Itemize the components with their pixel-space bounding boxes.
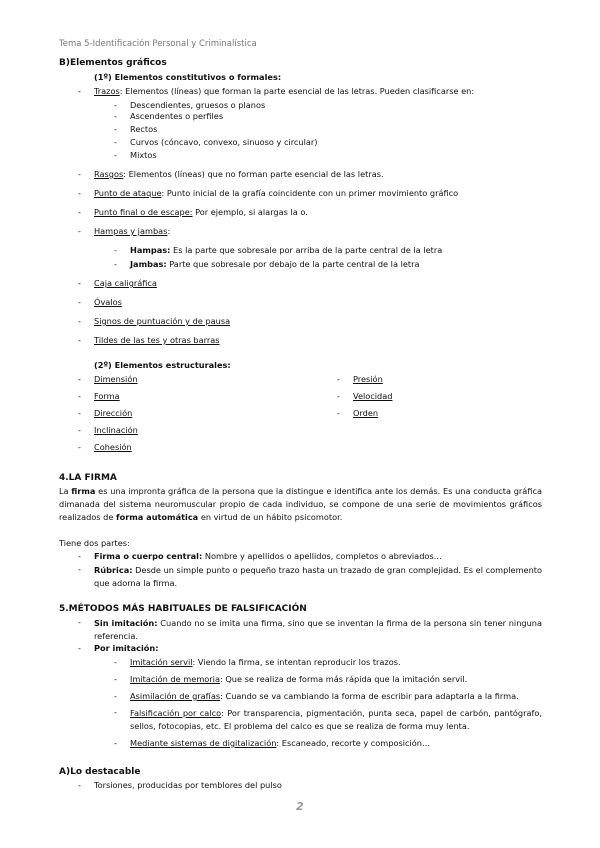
caja-item: Caja caligráfica [94, 278, 157, 288]
bullet-dash: - [78, 617, 81, 627]
sub-label: Mediante sistemas de digitalización [130, 738, 277, 748]
hampas-colon: : [167, 226, 171, 236]
rasgos-text: : Elementos (líneas) que no forman parte esencial de las letras. [123, 169, 384, 179]
bullet-dash: - [78, 551, 81, 561]
sub-text: : Viendo la firma, se intentan reproducir los trazos. [192, 657, 401, 667]
bullet-dash: - [114, 691, 117, 701]
final-item [94, 207, 308, 217]
jambas-text: Parte que sobresale por debajo de la parte central de la letra [166, 259, 420, 269]
trazos-subitem: Curvos (cóncavo, convexo, sinuoso y circular) [130, 137, 318, 147]
est-left-item: Forma [94, 391, 120, 401]
bullet-dash: - [78, 316, 81, 326]
section-b-title: B)Elementos gráficos [59, 58, 167, 68]
sub-label: Imitación servil [130, 657, 193, 667]
est-left-item: Dimensión [94, 374, 138, 384]
parte1-term: Firma o cuerpo central: [94, 551, 203, 561]
bullet-dash: - [114, 707, 117, 717]
ataque-text: : Punto inicial de la grafía coincidente con un primer movimiento gráfico [161, 188, 459, 198]
p1-e: en virtud de un hábito psicomotor. [198, 512, 343, 522]
bullet-dash: - [114, 137, 117, 147]
bullet-dash: - [114, 657, 117, 667]
jambas-def [130, 259, 419, 269]
ataque-item [94, 188, 458, 198]
trazos-subitem: Mixtos [130, 150, 157, 160]
signos-item: Signos de puntuación y de pausa [94, 316, 231, 326]
bullet-dash: - [114, 259, 117, 269]
hampas-def [130, 245, 442, 255]
est-right-item: Velocidad [353, 391, 393, 401]
est-right-item: Presión [353, 374, 383, 384]
final-text: Por ejemplo, si alargas la o. [192, 207, 308, 217]
parte2-term: Rúbrica: [94, 565, 133, 575]
estructurales-title: (2º) Elementos estructurales: [94, 360, 231, 370]
est-left-item: Inclinación [94, 425, 138, 435]
imitacion-subitem [130, 691, 519, 701]
sub-text: : Que se realiza de forma más rápida que la imitación servil. [219, 674, 468, 684]
sin-term: Sin imitación: [94, 618, 158, 628]
p1-b: firma [71, 486, 96, 496]
jambas-term: Jambas: [130, 259, 167, 269]
bullet-dash: - [337, 374, 340, 384]
bullet-dash: - [78, 188, 81, 198]
bullet-dash: - [114, 150, 117, 160]
p1-c: es una impronta gráfica de la persona que la distingue e identifica ante los demás. Es una conducta gráfica dimanada del sistema neuromuscular propio de cada individuo, se compone de una serie de movimientos gráficos realizados de [59, 486, 542, 522]
imitacion-subitem [130, 657, 401, 667]
rasgos-item [94, 169, 384, 179]
sin-text: Cuando no se imita una firma, sino que se inventan la firma de la persona sin tener ninguna referencia. [94, 618, 542, 641]
p1-a: La [59, 486, 72, 496]
hampas-term: Hampas: [130, 245, 171, 255]
bullet-dash: - [114, 124, 117, 134]
sub-text: : Por transparencia, pigmentación, punta seca, papel de carbón, pantógrafo, sellos, fotocopias, etc. El problema del calco es que se realiza de forma muy lenta. [130, 708, 542, 731]
por-imitacion: Por imitación: [94, 643, 159, 653]
trazos-subitem: Ascendentes o perfiles [130, 111, 224, 121]
bullet-dash: - [78, 643, 81, 653]
est-right-item: Orden [353, 408, 379, 418]
tiene-text: Tiene dos partes: [59, 538, 130, 548]
rasgos-label: Rasgos [94, 169, 124, 179]
imitacion-subitem [130, 738, 430, 748]
parte1-text: Nombre y apellidos o apellidos, completos o abreviados… [202, 551, 442, 561]
bullet-dash: - [78, 207, 81, 217]
final-label: Punto final o de escape: [94, 207, 193, 217]
est-left-item: Cohesión [94, 442, 132, 452]
p1-d: forma automática [116, 512, 199, 522]
bullet-dash: - [78, 278, 81, 288]
imitacion-subitem [130, 674, 467, 684]
bullet-dash: - [78, 226, 81, 236]
page-number: 2 [296, 800, 304, 813]
sub-label: Imitación de memoria [130, 674, 220, 684]
bullet-dash: - [78, 374, 81, 384]
section-5-title: 5.MÉTODOS MÁS HABITUALES DE FALSIFICACIÓN [59, 604, 307, 614]
bullet-dash: - [78, 408, 81, 418]
bullet-dash: - [78, 442, 81, 452]
tildes-item: Tildes de las tes y otras barras [94, 335, 220, 345]
hampas-text: Es la parte que sobresale por arriba de la parte central de la letra [170, 245, 443, 255]
bullet-dash: - [78, 425, 81, 435]
trazos-subitem: Rectos [130, 124, 158, 134]
formales-title: (1º) Elementos constitutivos o formales: [94, 72, 282, 82]
bullet-dash: - [114, 245, 117, 255]
bullet-dash: - [78, 391, 81, 401]
hampas-label: Hampas y jambas [94, 226, 168, 236]
sub-label: Falsificación por calco [130, 708, 222, 718]
trazos-subitem: Descendientes, gruesos o planos [130, 100, 266, 110]
ovalos-item: Óvalos [94, 297, 122, 307]
trazos-text: : Elementos (líneas) que forman la parte esencial de las letras. Pueden clasificarse en: [119, 86, 475, 96]
bullet-dash: - [78, 86, 81, 96]
bullet-dash: - [78, 780, 81, 790]
section-4-title: 4.LA FIRMA [59, 473, 117, 483]
bullet-dash: - [114, 111, 117, 121]
sin-imitacion [94, 617, 542, 643]
section-a-title: A)Lo destacable [59, 767, 141, 777]
est-left-item: Dirección [94, 408, 133, 418]
sub-text: : Escaneado, recorte y composición… [276, 738, 431, 748]
bullet-dash: - [114, 738, 117, 748]
page-header: Tema 5-Identificación Personal y Criminalística [59, 39, 257, 49]
bullet-dash: - [78, 169, 81, 179]
imitacion-subitem [130, 707, 542, 733]
destacable-item: Torsiones, producidas por temblores del pulso [94, 780, 282, 790]
ataque-label: Punto de ataque [94, 188, 162, 198]
bullet-dash: - [114, 100, 117, 110]
bullet-dash: - [114, 674, 117, 684]
firma-paragraph [59, 485, 542, 524]
bullet-dash: - [78, 297, 81, 307]
bullet-dash: - [78, 564, 81, 574]
parte-1 [94, 551, 442, 561]
parte-2 [94, 564, 542, 590]
bullet-dash: - [337, 391, 340, 401]
trazos-item [94, 86, 474, 96]
sub-text: : Cuando se va cambiando la forma de escribir para adaptarla a la firma. [220, 691, 519, 701]
hampas-item [94, 226, 170, 236]
bullet-dash: - [78, 335, 81, 345]
sub-label: Asimilación de grafías [130, 691, 221, 701]
parte2-text: Desde un simple punto o pequeño trazo hasta un trazado de gran complejidad. Es el complemento que adorna la firma. [94, 565, 542, 588]
bullet-dash: - [337, 408, 340, 418]
trazos-label: Trazos [94, 86, 120, 96]
